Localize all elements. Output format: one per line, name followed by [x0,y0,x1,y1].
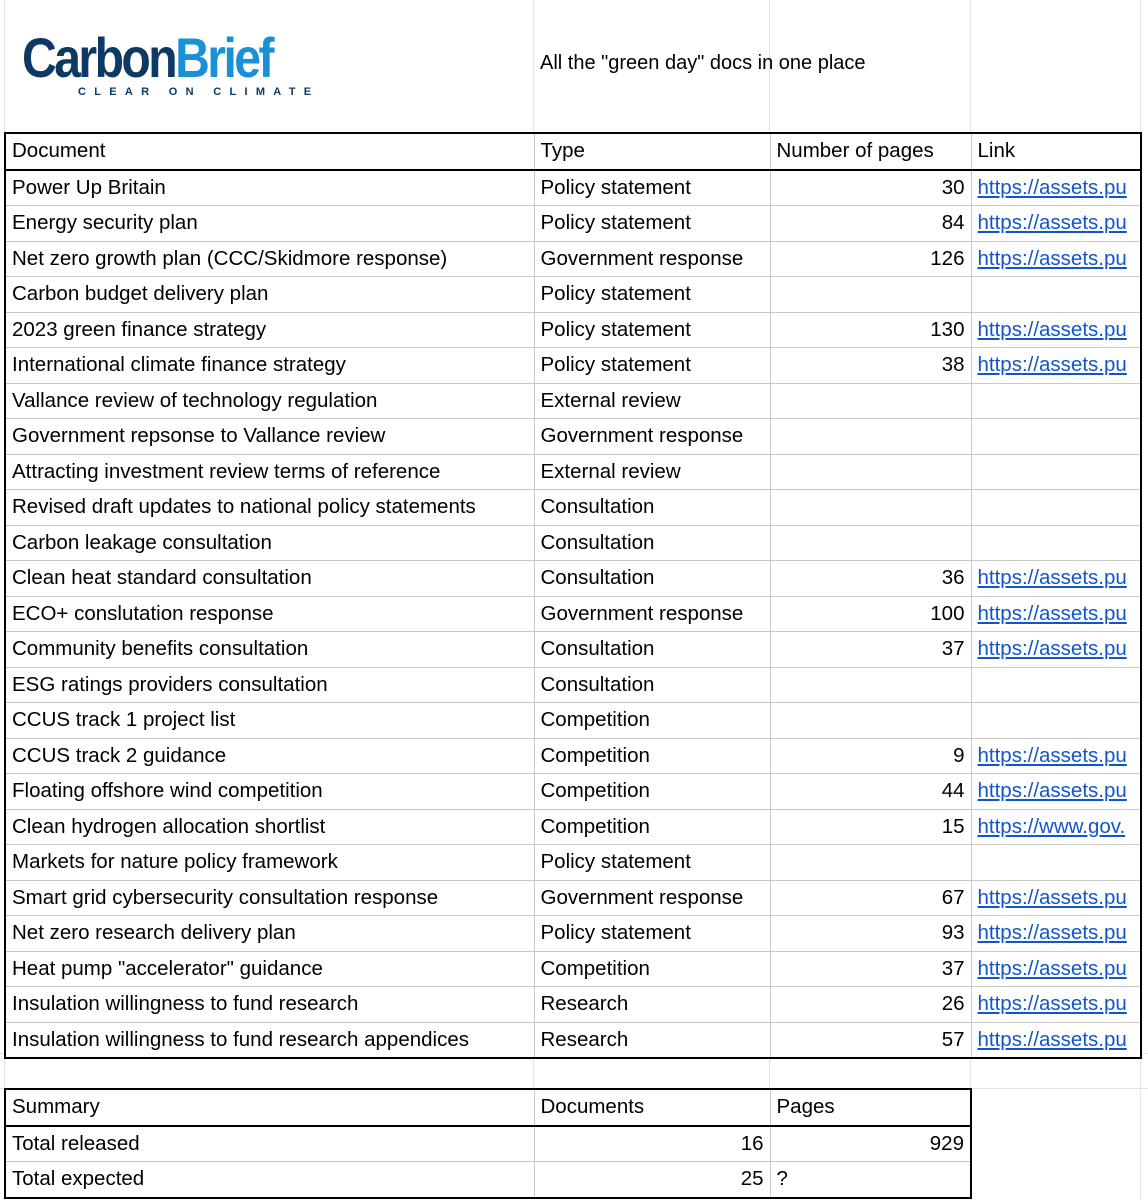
pages-cell[interactable] [770,419,971,455]
type-cell[interactable]: Policy statement [534,348,770,384]
link-cell[interactable] [971,809,1141,845]
table-row [5,916,1141,952]
link-cell[interactable] [971,490,1141,526]
type-cell[interactable]: Consultation [534,632,770,668]
link-cell[interactable] [971,241,1141,277]
table-row [5,206,1141,242]
document-cell[interactable]: Markets for nature policy framework [5,845,534,881]
type-cell[interactable]: Government response [534,419,770,455]
document-cell[interactable]: Net zero research delivery plan [5,916,534,952]
carbonbrief-logo [22,26,320,102]
pages-cell[interactable]: 37 [770,632,971,668]
document-cell[interactable]: 2023 green finance strategy [5,312,534,348]
document-cell[interactable]: Heat pump "accelerator" guidance [5,951,534,987]
link-cell[interactable] [971,561,1141,597]
link-cell[interactable] [971,774,1141,810]
link-url[interactable]: https://assets.pu [977,175,1127,199]
link-url[interactable]: https://assets.pu [977,992,1127,1015]
table-row [5,348,1141,384]
link-url[interactable]: https://assets.pu [977,601,1127,625]
pages-cell[interactable]: 26 [770,987,971,1023]
type-cell[interactable]: Government response [534,880,770,916]
link-url[interactable]: https://assets.pu [977,743,1127,767]
document-cell[interactable]: Clean hydrogen allocation shortlist [5,809,534,845]
document-cell[interactable]: CCUS track 2 guidance [5,738,534,774]
link-cell[interactable] [971,525,1141,561]
link-cell[interactable] [971,1022,1141,1058]
document-cell[interactable]: Clean heat standard consultation [5,561,534,597]
document-cell[interactable]: Community benefits consultation [5,632,534,668]
pages-cell[interactable]: 30 [770,170,971,206]
column-header[interactable]: Summary [5,1089,534,1126]
link-cell[interactable] [971,419,1141,455]
document-cell[interactable]: International climate finance strategy [5,348,534,384]
table-row [5,774,1141,810]
document-cell[interactable]: Smart grid cybersecurity consultation response [5,880,534,916]
pages-cell[interactable] [770,277,971,313]
pages-cell[interactable]: 9 [770,738,971,774]
link-cell[interactable] [971,987,1141,1023]
column-header[interactable]: Number of pages [770,133,971,170]
pages-cell[interactable] [770,845,971,881]
pages-cell[interactable] [770,454,971,490]
link-url[interactable]: https://assets.pu [977,1027,1127,1051]
pages-cell[interactable] [770,703,971,739]
type-cell[interactable]: Consultation [534,490,770,526]
summary-documents-cell[interactable]: 25 [534,1162,770,1198]
table-row [5,809,1141,845]
table-row [5,703,1141,739]
summary-row [5,1162,971,1198]
pages-cell[interactable]: 84 [770,206,971,242]
pages-cell[interactable]: 126 [770,241,971,277]
table-row [5,738,1141,774]
pages-cell[interactable] [770,383,971,419]
type-cell[interactable]: External review [534,454,770,490]
type-cell[interactable]: Government response [534,241,770,277]
pages-cell[interactable]: 44 [770,774,971,810]
pages-cell[interactable]: 57 [770,1022,971,1058]
table-row [5,419,1141,455]
pages-cell[interactable]: 130 [770,312,971,348]
summary-row [5,1126,971,1162]
link-url[interactable]: https://assets.pu [977,246,1127,270]
pages-cell[interactable] [770,525,971,561]
link-cell[interactable] [971,596,1141,632]
pages-cell[interactable] [770,490,971,526]
document-cell[interactable]: Carbon leakage consultation [5,525,534,561]
logo-tagline: CLEAR ON CLIMATE [78,86,320,98]
type-cell[interactable]: Policy statement [534,312,770,348]
link-url[interactable]: https://assets.pu [977,211,1127,234]
pages-cell[interactable]: 15 [770,809,971,845]
pages-cell[interactable]: 37 [770,951,971,987]
table-row [5,596,1141,632]
type-cell[interactable]: Competition [534,774,770,810]
table-row [5,170,1141,206]
summary-pages-cell[interactable]: ? [770,1162,971,1198]
summary-pages-cell[interactable]: 929 [770,1126,971,1162]
document-cell[interactable]: Attracting investment review terms of reference [5,454,534,490]
type-cell[interactable]: Policy statement [534,845,770,881]
link-cell[interactable] [971,312,1141,348]
link-cell[interactable] [971,383,1141,419]
type-cell[interactable]: Competition [534,809,770,845]
type-cell[interactable]: Government response [534,596,770,632]
column-header[interactable]: Document [5,133,534,170]
link-cell[interactable] [971,703,1141,739]
pages-cell[interactable]: 67 [770,880,971,916]
link-cell[interactable] [971,206,1141,242]
link-url[interactable]: https://assets.pu [977,885,1127,909]
column-header[interactable]: Pages [770,1089,971,1126]
type-cell[interactable]: Competition [534,951,770,987]
pages-cell[interactable] [770,667,971,703]
type-cell[interactable]: External review [534,383,770,419]
document-cell[interactable]: Vallance review of technology regulation [5,383,534,419]
table-row [5,632,1141,668]
summary-header-row [5,1089,971,1126]
document-cell[interactable]: Government repsonse to Vallance review [5,419,534,455]
type-cell[interactable]: Consultation [534,525,770,561]
link-url[interactable]: https://assets.pu [977,637,1127,660]
document-cell[interactable]: Energy security plan [5,206,534,242]
link-cell[interactable] [971,454,1141,490]
header-note-cell[interactable]: All the "green day" docs in one place [540,52,866,74]
document-cell[interactable]: ESG ratings providers consultation [5,667,534,703]
link-cell[interactable] [971,738,1141,774]
document-cell[interactable]: Carbon budget delivery plan [5,277,534,313]
link-cell[interactable] [971,951,1141,987]
table-row [5,561,1141,597]
table-row [5,1022,1141,1058]
link-cell[interactable] [971,277,1141,313]
link-cell[interactable] [971,348,1141,384]
type-cell[interactable]: Competition [534,738,770,774]
document-cell[interactable]: Net zero growth plan (CCC/Skidmore response) [5,241,534,277]
pages-cell[interactable]: 36 [770,561,971,597]
link-url[interactable]: https://assets.pu [977,566,1127,589]
table-row [5,880,1141,916]
table-row [5,241,1141,277]
document-cell[interactable]: Insulation willingness to fund research appendices [5,1022,534,1058]
summary-label-cell[interactable]: Total released [5,1126,534,1162]
logo-word-brief: Brief [175,26,272,89]
summary-documents-cell[interactable]: 16 [534,1126,770,1162]
logo-word-carbon: Carbon [22,26,176,89]
link-url[interactable]: https://assets.pu [977,353,1127,376]
table-row [5,951,1141,987]
link-url[interactable]: https://assets.pu [977,921,1127,944]
table-row [5,490,1141,526]
type-cell[interactable]: Research [534,1022,770,1058]
link-cell[interactable] [971,170,1141,206]
link-cell[interactable] [971,632,1141,668]
type-cell[interactable]: Policy statement [534,170,770,206]
link-url[interactable]: https://assets.pu [977,956,1127,980]
link-cell[interactable] [971,880,1141,916]
table-row [5,987,1141,1023]
type-cell[interactable]: Policy statement [534,206,770,242]
document-cell[interactable]: ECO+ conslutation response [5,596,534,632]
table-row [5,525,1141,561]
column-header[interactable]: Documents [534,1089,770,1126]
document-cell[interactable]: Floating offshore wind competition [5,774,534,810]
table-row [5,845,1141,881]
table-row [5,383,1141,419]
table-row [5,312,1141,348]
type-cell[interactable]: Policy statement [534,916,770,952]
summary-table [4,1088,972,1199]
link-url[interactable]: https://assets.pu [977,317,1127,341]
type-cell[interactable]: Competition [534,703,770,739]
summary-label-cell[interactable]: Total expected [5,1162,534,1198]
link-cell[interactable] [971,845,1141,881]
column-header[interactable]: Link [971,133,1141,170]
link-url[interactable]: https://www.gov. [977,814,1126,838]
type-cell[interactable]: Consultation [534,667,770,703]
pages-cell[interactable]: 100 [770,596,971,632]
document-cell[interactable]: Revised draft updates to national policy statements [5,490,534,526]
pages-cell[interactable]: 93 [770,916,971,952]
document-cell[interactable]: Insulation willingness to fund research [5,987,534,1023]
link-cell[interactable] [971,916,1141,952]
document-cell[interactable]: CCUS track 1 project list [5,703,534,739]
type-cell[interactable]: Research [534,987,770,1023]
link-url[interactable]: https://assets.pu [977,779,1127,802]
type-cell[interactable]: Consultation [534,561,770,597]
table-row [5,667,1141,703]
table-header-row [5,133,1141,170]
type-cell[interactable]: Policy statement [534,277,770,313]
documents-table [4,132,1142,1059]
link-cell[interactable] [971,667,1141,703]
column-header[interactable]: Type [534,133,770,170]
document-cell[interactable]: Power Up Britain [5,170,534,206]
table-row [5,277,1141,313]
table-row [5,454,1141,490]
pages-cell[interactable]: 38 [770,348,971,384]
